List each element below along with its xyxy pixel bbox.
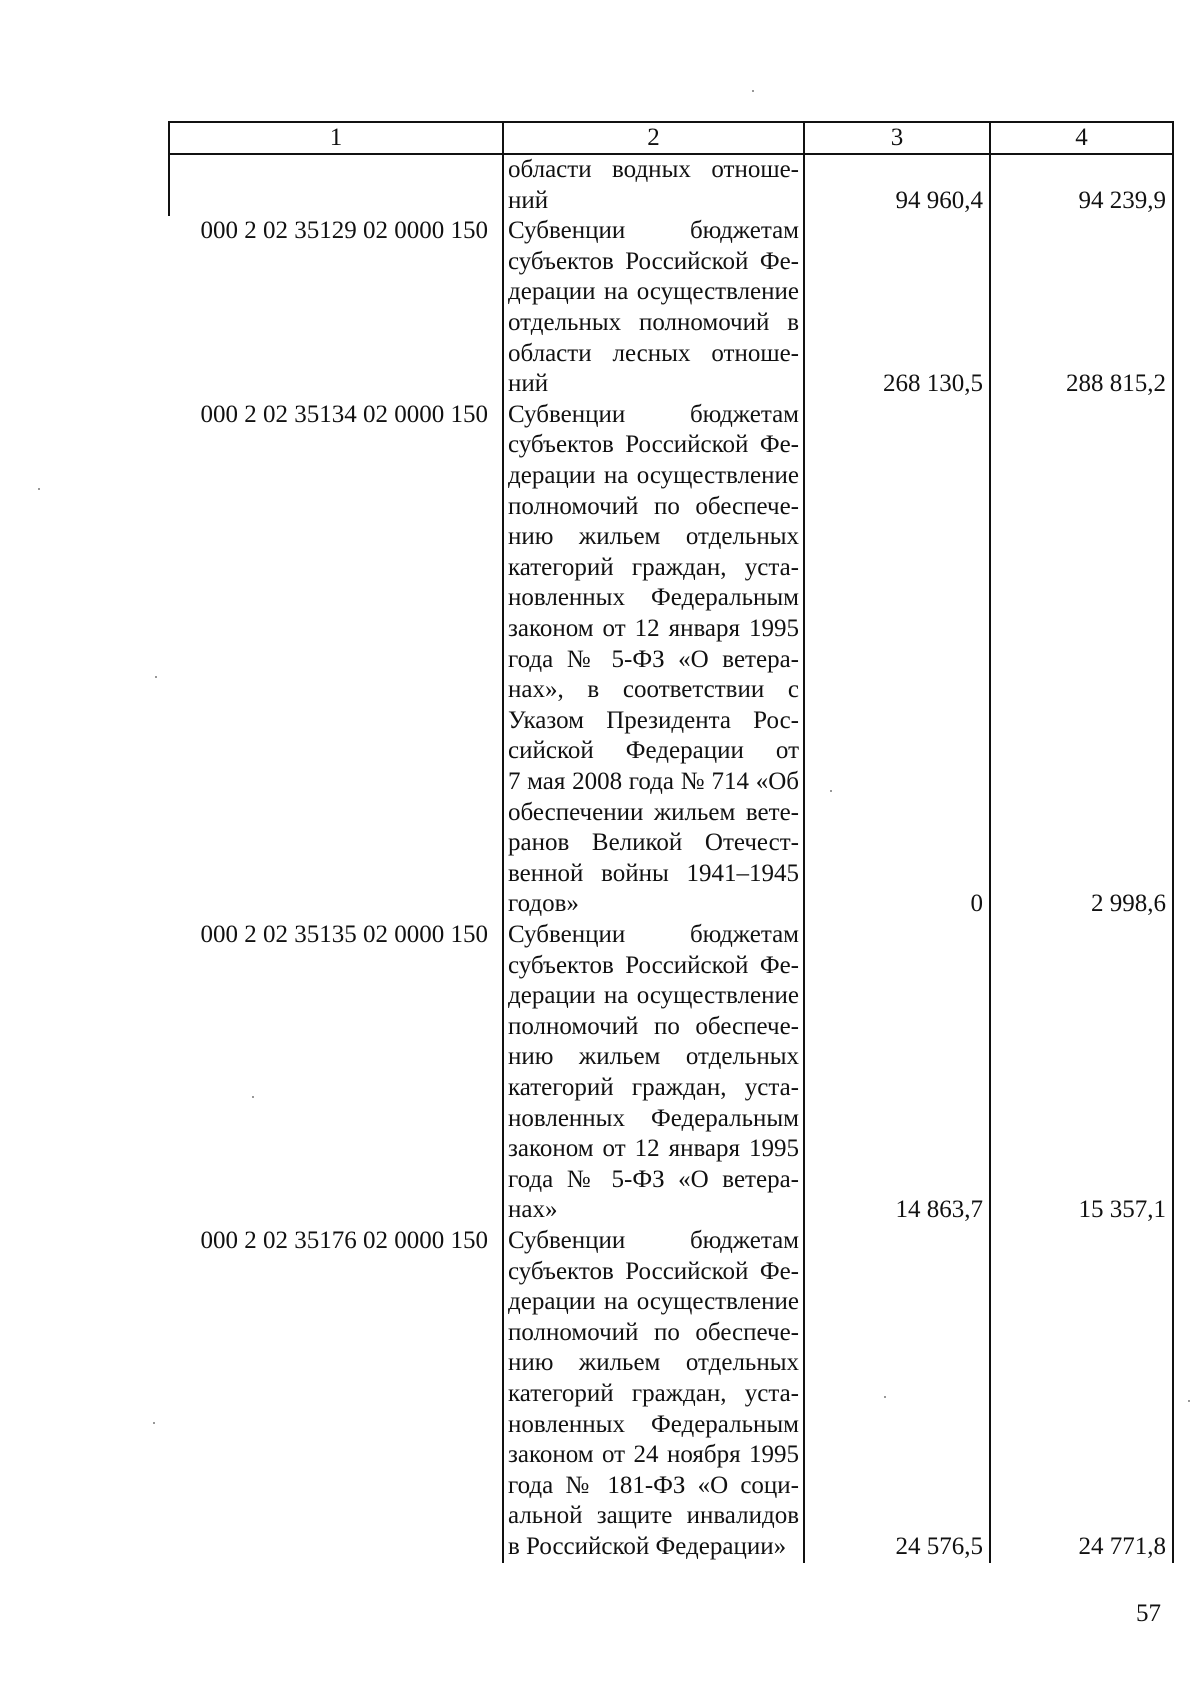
amount-col-4-cell	[990, 400, 1173, 920]
income-name-line: нах», в соответствии с	[508, 676, 799, 704]
income-name-line: нию жильем отдельных	[508, 1349, 799, 1377]
income-name	[504, 400, 803, 920]
income-name-line: венной войны 1941–1945	[508, 859, 799, 887]
scan-speck	[153, 1422, 155, 1424]
header-col-1: 1	[169, 122, 503, 154]
header-col-2: 2	[503, 122, 804, 154]
amount-col-3-cell	[804, 400, 990, 920]
scan-speck	[884, 1396, 886, 1398]
value-spacer	[805, 1226, 989, 1532]
income-name-cell	[503, 920, 804, 1226]
table-row	[169, 216, 1173, 400]
income-name-line: ний	[508, 186, 549, 214]
budget-code: 000 2 02 35176 02 0000 150	[200, 1226, 488, 1254]
income-name-line: Указом Президента Рос-	[508, 706, 799, 734]
value-spacer	[991, 155, 1172, 186]
income-name-line: Субвенции бюджетам	[508, 1226, 799, 1254]
amount-col-3-cell	[804, 920, 990, 1226]
income-name-line: полномочий по обеспече-	[508, 492, 799, 520]
income-name-line: законом от 12 января 1995	[508, 614, 799, 642]
income-name-line: альной защите инвалидов	[508, 1502, 799, 1530]
table-header-row	[169, 122, 1173, 154]
amount-col-4: 2 998,6	[1091, 890, 1166, 918]
income-name-line: годов»	[508, 890, 579, 918]
amount-col-4-cell	[990, 1226, 1173, 1563]
value-spacer	[991, 920, 1172, 1195]
income-name-line: полномочий по обеспече-	[508, 1012, 799, 1040]
income-name-line: категорий граждан, уста-	[508, 1073, 799, 1101]
header-col-3: 3	[804, 122, 990, 154]
income-name-line: субъектов Российской Фе-	[508, 431, 799, 459]
budget-code-cell	[169, 400, 503, 920]
income-name-line: сийской Федерации от	[508, 737, 799, 765]
budget-table	[168, 121, 1174, 1563]
income-name-line: нах»	[508, 1196, 558, 1224]
income-name-cell	[503, 216, 804, 400]
amount-col-3-cell	[804, 154, 990, 216]
income-name-line: субъектов Российской Фе-	[508, 951, 799, 979]
amount-col-3: 24 576,5	[895, 1532, 983, 1560]
value-spacer	[805, 400, 989, 890]
budget-code-cell	[169, 216, 503, 400]
income-name-line: области водных отноше-	[508, 156, 799, 183]
income-name-line: года № 5-ФЗ «О ветера-	[508, 645, 799, 673]
income-name	[504, 1226, 803, 1563]
income-name-line: 7 мая 2008 года № 714 «Об	[508, 767, 799, 795]
income-name-line: отдельных полномочий в	[508, 308, 799, 336]
income-name	[504, 920, 803, 1226]
table-row	[169, 154, 1173, 216]
budget-code: 000 2 02 35135 02 0000 150	[200, 920, 488, 948]
income-name-line: года № 5-ФЗ «О ветера-	[508, 1165, 799, 1193]
income-name-line: нию жильем отдельных	[508, 523, 799, 551]
amount-col-3: 268 130,5	[883, 370, 983, 398]
income-name-cell	[503, 400, 804, 920]
income-name-line: законом от 24 ноября 1995	[508, 1441, 799, 1469]
income-name-line: новленных Федеральным	[508, 1410, 799, 1438]
income-name	[504, 155, 803, 216]
table-row	[169, 1226, 1173, 1563]
amount-col-3-cell	[804, 216, 990, 400]
table-body	[169, 154, 1173, 1563]
scan-speck	[38, 488, 40, 490]
income-name-line: субъектов Российской Фе-	[508, 247, 799, 275]
income-name-line: полномочий по обеспече-	[508, 1318, 799, 1346]
income-name	[504, 216, 803, 400]
income-name-cell	[503, 154, 804, 216]
income-name-line: года № 181-ФЗ «О соци-	[508, 1471, 799, 1499]
table-row	[169, 400, 1173, 920]
income-name-line: Субвенции бюджетам	[508, 217, 799, 245]
scan-speck	[155, 676, 157, 678]
income-name-line: законом от 12 января 1995	[508, 1135, 799, 1163]
amount-col-4-cell	[990, 920, 1173, 1226]
scan-speck	[830, 790, 832, 792]
scan-speck	[1188, 1400, 1190, 1402]
amount-col-4-cell	[990, 216, 1173, 400]
income-name-line: области лесных отноше-	[508, 339, 799, 367]
income-name-line: категорий граждан, уста-	[508, 553, 799, 581]
amount-col-4-cell	[990, 154, 1173, 216]
income-name-line: дерации на осуществление	[508, 982, 799, 1010]
income-name-line: категорий граждан, уста-	[508, 1379, 799, 1407]
income-name-line: Субвенции бюджетам	[508, 920, 799, 948]
value-spacer	[991, 216, 1172, 369]
income-name-cell	[503, 1226, 804, 1563]
amount-col-3: 94 960,4	[895, 186, 983, 214]
value-spacer	[805, 155, 989, 186]
income-name-line: Субвенции бюджетам	[508, 400, 799, 428]
budget-code-cell	[169, 1226, 503, 1563]
header-col-4: 4	[990, 122, 1173, 154]
income-name-line: нию жильем отдельных	[508, 1043, 799, 1071]
amount-col-4: 15 357,1	[1078, 1196, 1166, 1224]
budget-code: 000 2 02 35134 02 0000 150	[200, 400, 488, 428]
page-number: 57	[1136, 1600, 1161, 1627]
income-name-line: дерации на осуществление	[508, 461, 799, 489]
amount-col-4: 24 771,8	[1078, 1532, 1166, 1560]
table-row	[169, 920, 1173, 1226]
amount-col-4: 94 239,9	[1078, 186, 1166, 214]
amount-col-3: 14 863,7	[895, 1196, 983, 1224]
income-name-line: ранов Великой Отечест-	[508, 829, 799, 857]
amount-col-3: 0	[970, 890, 983, 918]
income-name-line: дерации на осуществление	[508, 1288, 799, 1316]
income-name-line: ний	[508, 370, 549, 398]
scan-speck	[752, 90, 754, 92]
income-name-line: новленных Федеральным	[508, 1104, 799, 1132]
budget-code-cell	[169, 154, 503, 216]
value-spacer	[991, 400, 1172, 890]
income-name-line: обеспечении жильем вете-	[508, 798, 799, 826]
income-name-line: дерации на осуществление	[508, 278, 799, 306]
income-name-line: субъектов Российской Фе-	[508, 1257, 799, 1285]
amount-col-3-cell	[804, 1226, 990, 1563]
value-spacer	[805, 216, 989, 369]
budget-code-cell	[169, 920, 503, 1226]
value-spacer	[805, 920, 989, 1195]
income-name-line: новленных Федеральным	[508, 584, 799, 612]
amount-col-4: 288 815,2	[1066, 370, 1166, 398]
income-name-line: в Российской Федерации»	[508, 1532, 787, 1560]
scan-speck	[252, 1096, 254, 1098]
value-spacer	[991, 1226, 1172, 1532]
budget-code: 000 2 02 35129 02 0000 150	[200, 217, 488, 245]
